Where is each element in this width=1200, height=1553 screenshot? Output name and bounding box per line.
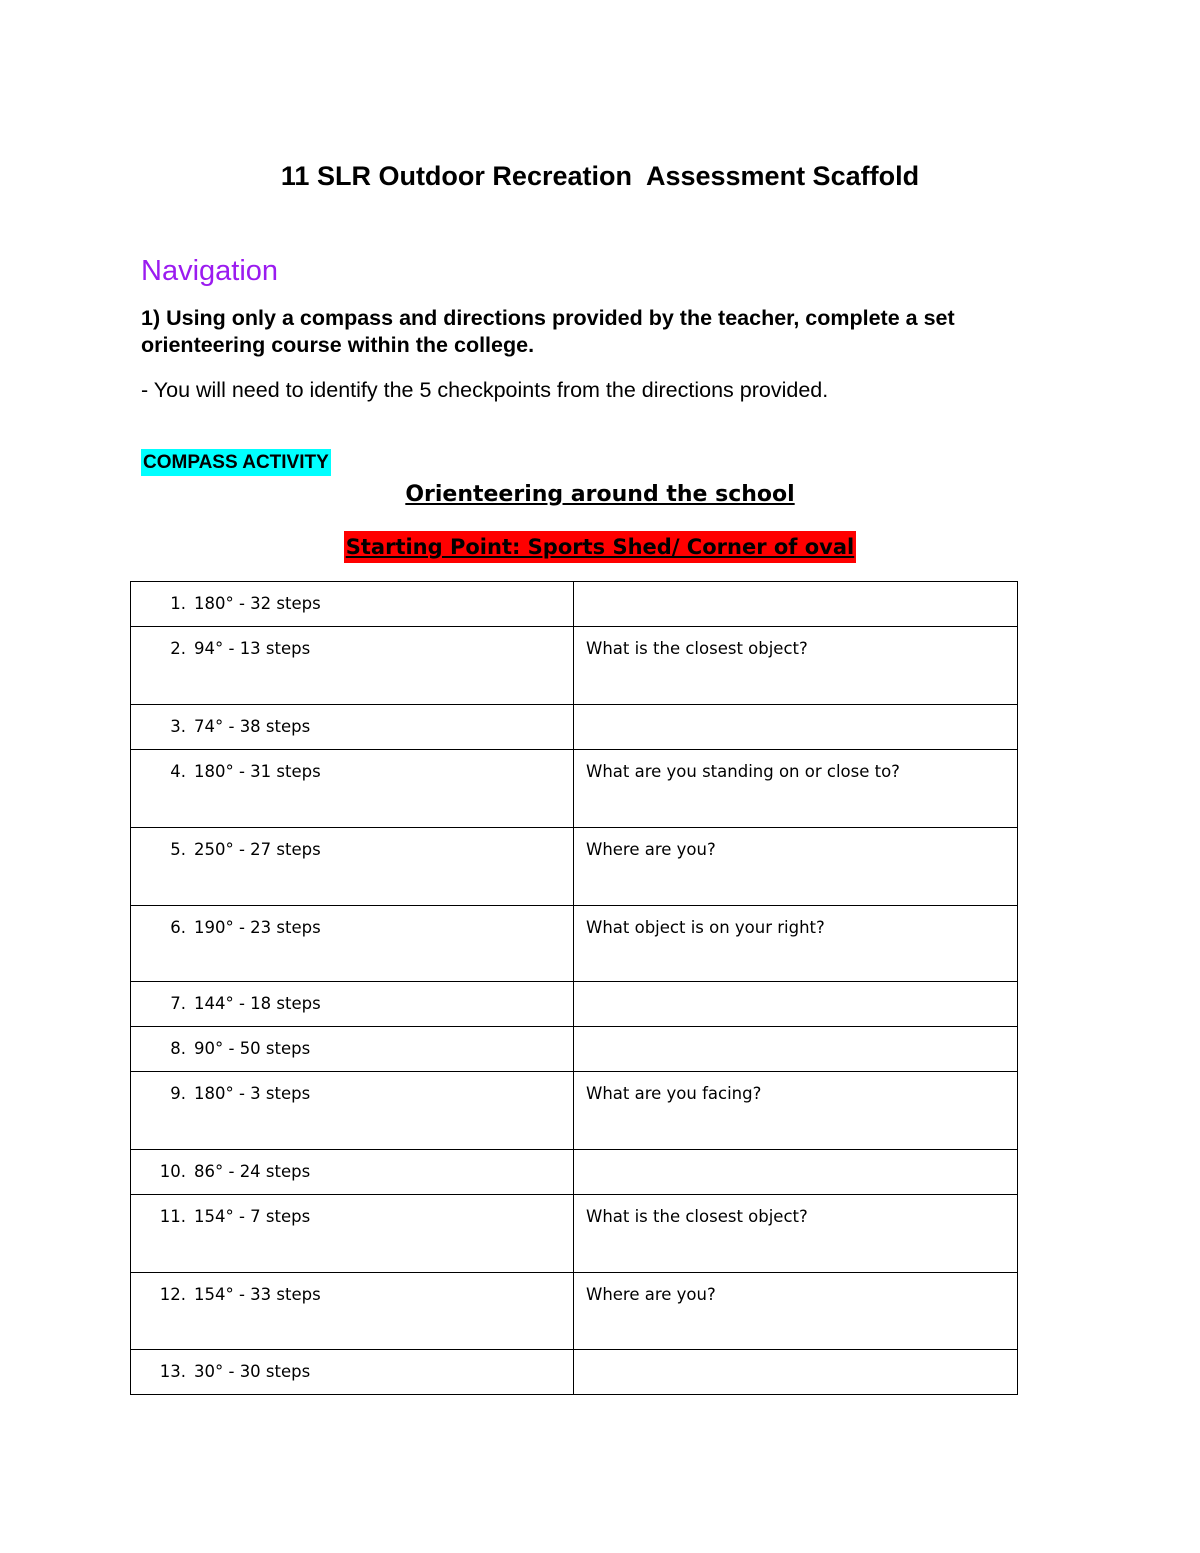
step-number: 7. [170,994,186,1013]
instruction-note: - You will need to identify the 5 checkpoints from the directions provided. [141,378,829,402]
section-heading-navigation: Navigation [141,255,279,287]
table-row [131,1350,1018,1395]
checkpoint-question-cell[interactable]: What are you facing? [574,1072,1018,1150]
page-title: 11 SLR Outdoor Recreation Assessment Scaffold [280,161,920,191]
direction-text: 154° - 7 steps [194,1207,311,1226]
direction-text: 180° - 31 steps [194,762,321,781]
table-row [131,1273,1018,1350]
orienteering-heading: Orienteering around the school [405,482,795,507]
checkpoint-question-cell[interactable] [574,1027,1018,1072]
direction-cell [131,828,574,906]
direction-cell [131,627,574,705]
direction-cell [131,1273,574,1350]
step-number: 6. [170,918,186,937]
direction-text: 180° - 3 steps [194,1084,311,1103]
table-row [131,582,1018,627]
table-row [131,828,1018,906]
direction-text: 190° - 23 steps [194,918,321,937]
table-row [131,1027,1018,1072]
step-number: 10. [159,1162,186,1181]
step-number: 13. [159,1362,186,1381]
direction-cell [131,906,574,982]
step-number: 8. [170,1039,186,1058]
direction-cell [131,582,574,627]
question-text: 1) Using only a compass and directions provided by the teacher, complete a set orienteering course within the college. [141,306,955,357]
direction-text: 86° - 24 steps [194,1162,311,1181]
step-number: 5. [170,840,186,859]
checkpoint-question-cell[interactable] [574,705,1018,750]
direction-cell [131,1350,574,1395]
table-row [131,705,1018,750]
direction-text: 180° - 32 steps [194,594,321,613]
step-number: 2. [170,639,186,658]
direction-text: 90° - 50 steps [194,1039,311,1058]
table-row [131,906,1018,982]
step-number: 11. [159,1207,186,1226]
table-row [131,750,1018,828]
step-number: 4. [170,762,186,781]
table-row [131,1072,1018,1150]
direction-cell [131,982,574,1027]
direction-cell [131,750,574,828]
direction-cell [131,1072,574,1150]
checkpoint-question-cell[interactable]: Where are you? [574,1273,1018,1350]
table-row [131,1195,1018,1273]
step-number: 12. [159,1285,186,1304]
checkpoint-question-cell[interactable] [574,1350,1018,1395]
activity-label: COMPASS ACTIVITY [141,449,331,476]
step-number: 3. [170,717,186,736]
starting-point-label: Starting Point: Sports Shed/ Corner of oval [344,531,856,563]
checkpoint-question-cell[interactable]: What are you standing on or close to? [574,750,1018,828]
starting-point-wrapper [0,531,1200,563]
checkpoint-question-cell[interactable] [574,1150,1018,1195]
step-number: 1. [170,594,186,613]
checkpoint-question-cell[interactable]: What is the closest object? [574,1195,1018,1273]
checkpoint-question-cell[interactable]: Where are you? [574,828,1018,906]
checkpoint-question-cell[interactable]: What is the closest object? [574,627,1018,705]
direction-text: 74° - 38 steps [194,717,311,736]
direction-text: 94° - 13 steps [194,639,311,658]
direction-cell [131,1150,574,1195]
table-row [131,1150,1018,1195]
direction-text: 250° - 27 steps [194,840,321,859]
orienteering-table [130,581,1018,1395]
step-number: 9. [170,1084,186,1103]
direction-cell [131,705,574,750]
checkpoint-question-cell[interactable]: What object is on your right? [574,906,1018,982]
direction-text: 144° - 18 steps [194,994,321,1013]
direction-cell [131,1195,574,1273]
direction-text: 30° - 30 steps [194,1362,311,1381]
table-row [131,627,1018,705]
checkpoint-question-cell[interactable] [574,582,1018,627]
direction-cell [131,1027,574,1072]
checkpoint-question-cell[interactable] [574,982,1018,1027]
direction-text: 154° - 33 steps [194,1285,321,1304]
table-row [131,982,1018,1027]
